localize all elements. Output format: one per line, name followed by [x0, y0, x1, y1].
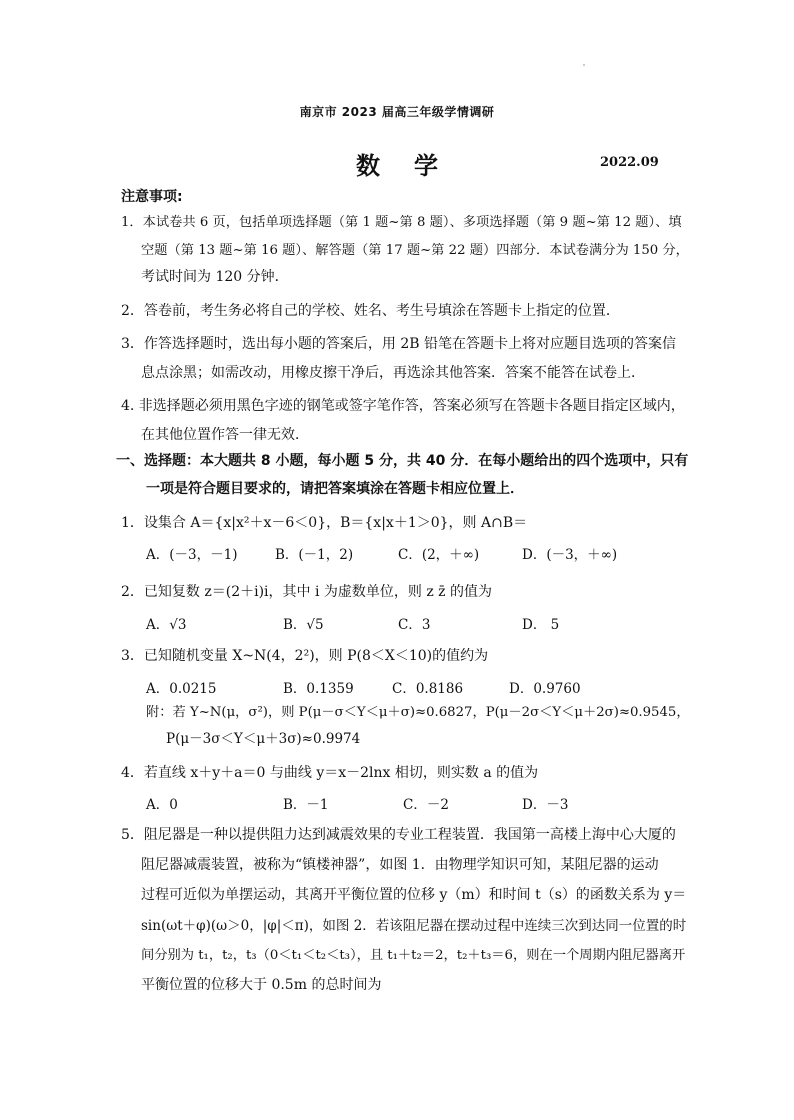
- question-5-line-1: 5．阻尼器是一种以提供阻力达到减震效果的专业工程装置．我国第一高楼上海中心大厦的: [121, 827, 676, 843]
- notice-item-1-line-3: 考试时间为 120 分钟．: [141, 269, 289, 285]
- question-3-option-a: A．0.0215: [146, 681, 217, 697]
- notice-item-2: 2．答卷前，考生务必将自己的学校、姓名、考生号填涂在答题卡上指定的位置．: [121, 303, 620, 319]
- notice-item-1-line-2: 空题（第 13 题~第 16 题）、解答题（第 17 题~第 22 题）四部分．本试卷满分为 150 分，: [141, 243, 689, 258]
- subject-label: 数学: [356, 152, 472, 180]
- question-1-option-c: C．(2，＋∞): [398, 547, 480, 563]
- exam-date: 2022.09: [600, 155, 659, 170]
- notice-item-4-line-2: 在其他位置作答一律无效．: [141, 427, 309, 443]
- question-5-line-4: sin(ωt＋φ)(ω＞0，|φ|＜π)，如图 2．若该阻尼器在摆动过程中连续三次到达同一位置的时: [141, 918, 687, 934]
- question-3-note-line-2: P(μ－3σ＜Y＜μ＋3σ)≈0.9974: [166, 731, 361, 747]
- question-3-option-b: B．0.1359: [283, 681, 354, 697]
- question-2-stem: 2．已知复数 z＝(2＋i)i，其中 i 为虚数单位，则 z z̄ 的值为: [121, 584, 492, 600]
- notice-item-1-line-1: 1．本试卷共 6 页，包括单项选择题（第 1 题~第 8 题）、多项选择题（第 9 题~第 12 题）、填: [121, 215, 682, 230]
- notice-item-4-line-1: 4. 非选择题必须用黑色字迹的钢笔或签字笔作答，答案必须写在答题卡各题目指定区域内，: [121, 398, 685, 414]
- question-3-note-line-1: 附：若 Y~N(μ，σ²)，则 P(μ－σ＜Y＜μ＋σ)≈0.6827，P(μ－2σ＜Y＜μ＋2σ)≈0.9545，: [146, 705, 690, 720]
- question-5-line-5: 间分别为 t₁，t₂，t₃（0＜t₁＜t₂＜t₃），且 t₁＋t₂＝2，t₂＋t₃＝6，则在一个周期内阻尼器离开: [141, 948, 686, 963]
- question-3-stem: 3．已知随机变量 X~N(4，2²)，则 P(8＜X＜10)的值约为: [121, 648, 489, 664]
- scan-speck: [583, 64, 585, 66]
- question-5-line-3: 过程可近似为单摆运动，其离开平衡位置的位移 y（m）和时间 t（s）的函数关系为 y＝: [141, 887, 687, 903]
- question-2-option-b: B．√5: [283, 617, 324, 633]
- notice-item-3-line-1: 3．作答选择题时，选出每小题的答案后，用 2B 铅笔在答题卡上将对应题目选项的答案信: [121, 336, 677, 352]
- question-3-option-d: D．0.9760: [509, 681, 581, 697]
- question-1-option-a: A．(－3，－1): [146, 547, 238, 563]
- question-4-option-b: B．－1: [283, 797, 329, 813]
- question-1-stem: 1．设集合 A＝{x|x²＋x－6＜0}，B＝{x|x＋1＞0}，则 A∩B＝: [121, 515, 528, 531]
- question-4-option-a: A．0: [146, 797, 178, 813]
- question-5-line-2: 阻尼器减震装置，被称为“镇楼神器”，如图 1．由物理学知识可知，某阻尼器的运动: [141, 857, 659, 873]
- question-1-option-d: D．(－3，＋∞): [522, 547, 618, 563]
- question-2-option-c: C．3: [398, 617, 431, 633]
- notice-item-3-line-2: 息点涂黑；如需改动，用橡皮擦干净后，再选涂其他答案．答案不能答在试卷上．: [141, 365, 645, 381]
- section-1-heading-line-2: 一项是符合题目要求的，请把答案填涂在答题卡相应位置上．: [146, 481, 524, 497]
- section-1-heading-line-1: 一、选择题：本大题共 8 小题，每小题 5 分，共 40 分．在每小题给出的四个选项中，只有: [116, 453, 689, 469]
- exam-title: 南京市 2023 届高三年级学情调研: [299, 105, 495, 119]
- question-3-option-c: C．0.8186: [392, 681, 464, 697]
- question-2-option-a: A．√3: [146, 617, 187, 633]
- question-4-stem: 4．若直线 x＋y＋a＝0 与曲线 y＝x－2lnx 相切，则实数 a 的值为: [121, 765, 539, 781]
- notice-heading: 注意事项:: [121, 189, 183, 205]
- question-2-option-d: D． 5: [522, 617, 560, 633]
- question-4-option-d: D．－3: [522, 797, 569, 813]
- question-4-option-c: C．－2: [403, 797, 449, 813]
- question-5-line-6: 平衡位置的位移大于 0.5m 的总时间为: [141, 977, 382, 993]
- question-1-option-b: B．(－1，2): [275, 547, 354, 563]
